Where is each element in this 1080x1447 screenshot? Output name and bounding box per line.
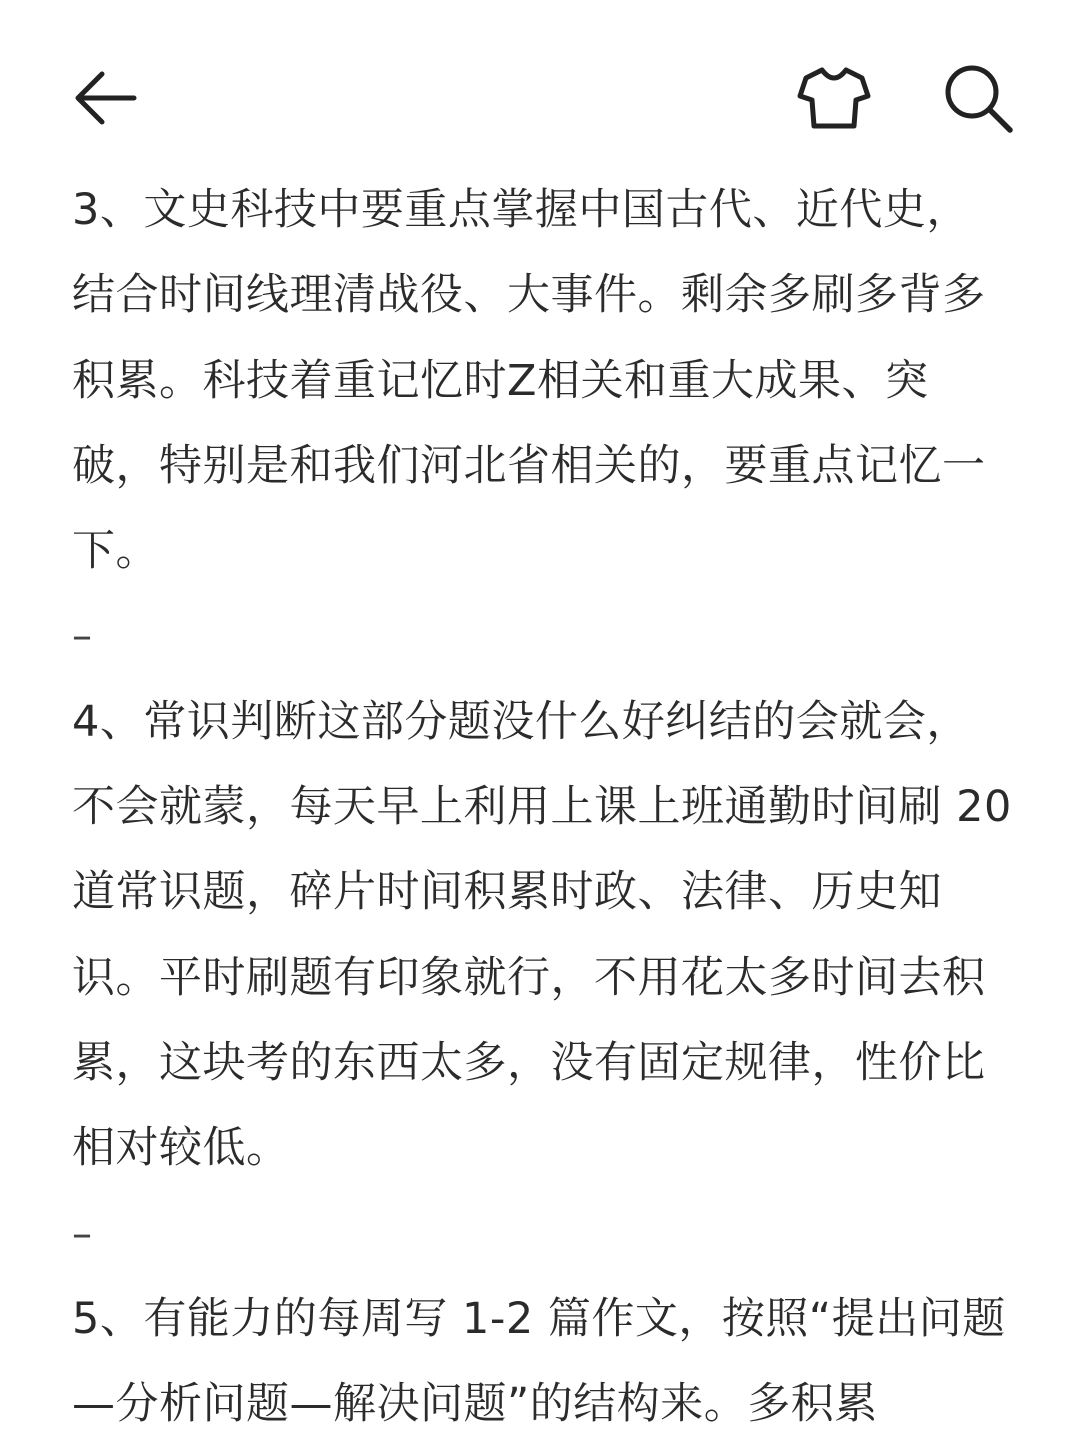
search-icon <box>938 58 1018 138</box>
top-toolbar <box>0 0 1080 190</box>
tshirt-icon <box>796 62 872 134</box>
separator: – <box>72 1210 92 1257</box>
arrow-left-icon <box>70 62 142 134</box>
separator: – <box>72 613 92 660</box>
paragraph-4: 4、常识判断这部分题没什么好纠结的会就会，不会就蒙，每天早上利用上课上班通勤时间刷 20 道常识题，碎片时间积累时政、法律、历史知识。平时刷题有印象就行，不用花太多时间去积累，这块考的东西太多，没有固定规律，性价比相对较低。 <box>72 696 1027 1174</box>
article-body <box>72 168 1027 1447</box>
paragraph-3: 3、文史科技中要重点掌握中国古代、近代史，结合时间线理清战役、大事件。剩余多刷多背多积累。科技着重记忆时Z相关和重大成果、突破，特别是和我们河北省相关的，要重点记忆一下。 <box>72 185 986 577</box>
outfit-button[interactable] <box>796 62 872 134</box>
back-button[interactable] <box>70 62 142 134</box>
search-button[interactable] <box>938 58 1018 138</box>
paragraph-5: 5、有能力的每周写 1-2 篇作文，按照“提出问题—分析问题—解决问题”的结构来。多积累 <box>72 1293 1006 1430</box>
